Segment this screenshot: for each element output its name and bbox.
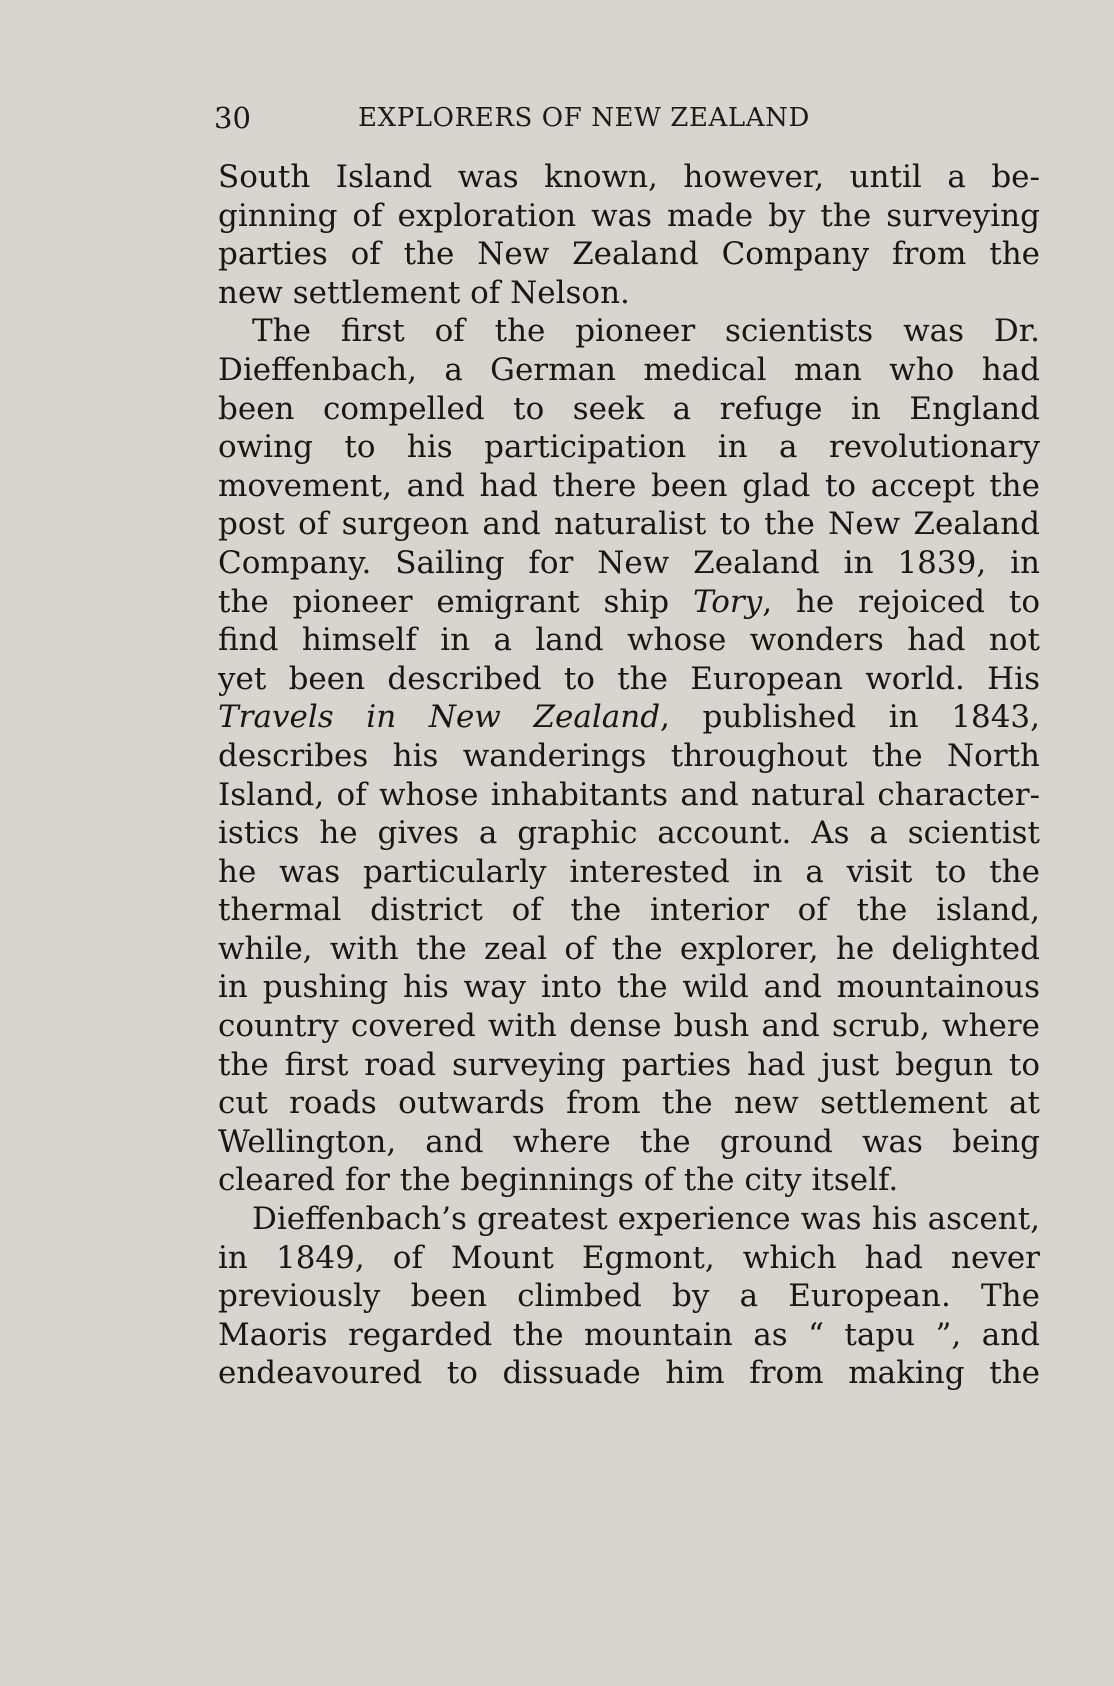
text-segment: , he rejoiced to (762, 583, 1040, 620)
text-line-with-italic (218, 583, 1040, 622)
text-line: in 1849, of Mount Egmont, which had never (218, 1239, 1040, 1276)
italic-ship-name: Tory (692, 583, 763, 620)
text-line: in pushing his way into the wild and mountainous (218, 969, 1040, 1006)
text-line: ginning of exploration was made by the surveying (218, 197, 1040, 234)
text-line: he was particularly interested in a visit to the (218, 853, 1040, 890)
text-segment: the pioneer emigrant ship (218, 583, 693, 620)
text-line: post of surgeon and naturalist to the New Zealand (218, 506, 1040, 543)
body-text (218, 158, 1040, 1393)
text-line-with-italic (218, 698, 1040, 737)
text-line: country covered with dense bush and scrub, where (218, 1008, 1040, 1045)
text-line: movement, and had there been glad to accept the (218, 467, 1040, 504)
page-header (214, 96, 894, 140)
text-line: the first road surveying parties had just begun to (218, 1046, 1040, 1083)
text-line: find himself in a land whose wonders had not (218, 622, 1040, 659)
text-line: new settlement of Nelson. (218, 274, 630, 311)
text-line: parties of the New Zealand Company from the (218, 236, 1040, 273)
text-line: describes his wanderings throughout the North (218, 737, 1040, 774)
text-line: endeavoured to dissuade him from making the (218, 1355, 1040, 1392)
italic-book-title: Travels in New Zealand (218, 699, 661, 736)
text-line: thermal district of the interior of the island, (218, 892, 1040, 929)
page-number: 30 (214, 101, 251, 135)
text-line: Dieffenbach’s greatest experience was his ascent, (252, 1201, 1040, 1238)
text-line: owing to his participation in a revolutionary (218, 429, 1040, 466)
text-line: Wellington, and where the ground was being (218, 1123, 1040, 1160)
text-segment: , published in 1843, (660, 699, 1040, 736)
text-line: been compelled to seek a refuge in England (218, 390, 1040, 427)
text-line: Company. Sailing for New Zealand in 1839, in (218, 544, 1040, 581)
text-line: cut roads outwards from the new settlement at (218, 1085, 1040, 1122)
text-line: Dieffenbach, a German medical man who had (218, 351, 1040, 388)
text-line: South Island was known, however, until a be- (218, 159, 1040, 195)
text-line: The first of the pioneer scientists was Dr. (252, 313, 1040, 350)
text-line: yet been described to the European world. His (218, 660, 1040, 697)
text-line: Island, of whose inhabitants and natural character- (218, 776, 1040, 813)
running-title: EXPLORERS OF NEW ZEALAND (358, 103, 810, 133)
text-line: istics he gives a graphic account. As a scientist (218, 815, 1040, 852)
text-line: Maoris regarded the mountain as “ tapu ”, and (218, 1316, 1040, 1353)
text-line: previously been climbed by a European. The (218, 1278, 1040, 1315)
text-line: while, with the zeal of the explorer, he delighted (218, 930, 1040, 967)
text-line: cleared for the beginnings of the city itself. (218, 1162, 899, 1199)
